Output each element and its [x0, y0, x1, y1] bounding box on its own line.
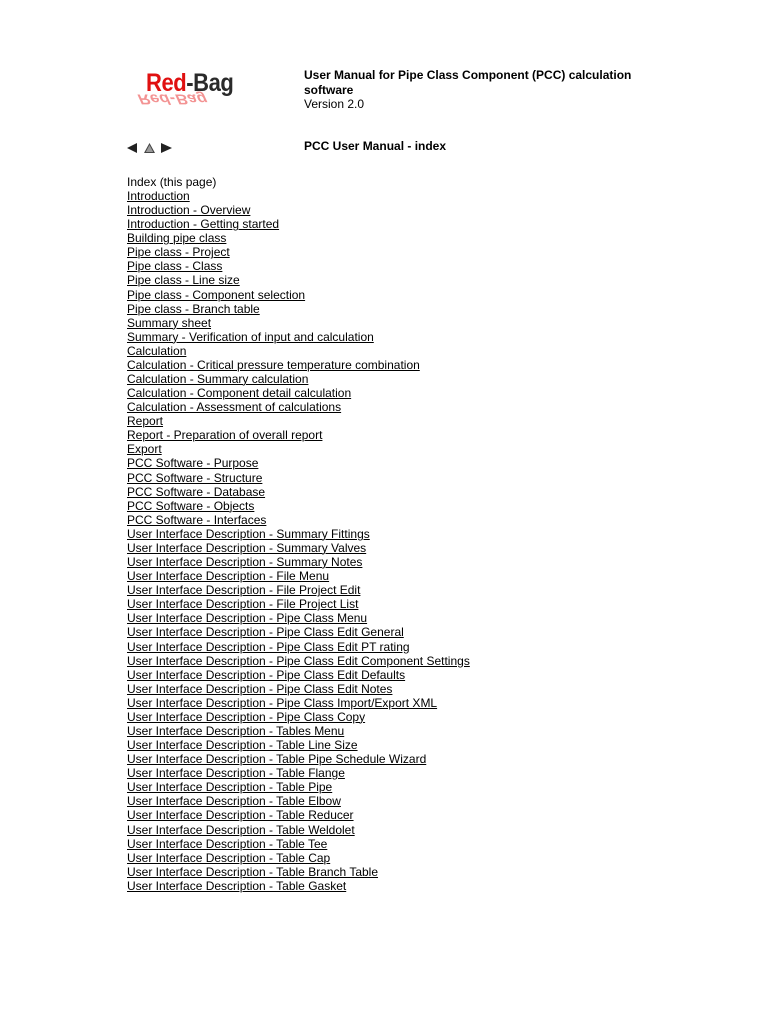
toc-link[interactable]: Introduction	[127, 189, 190, 203]
toc-item	[127, 316, 470, 330]
toc-link[interactable]: User Interface Description - Table Flange	[127, 766, 345, 781]
toc-link[interactable]: PCC Software - Structure	[127, 470, 263, 485]
toc-item	[127, 245, 470, 259]
toc-link[interactable]: Pipe class - Component selection	[127, 287, 306, 302]
previous-arrow-icon[interactable]	[127, 140, 138, 150]
toc-link[interactable]: User Interface Description - Pipe Class Copy	[127, 709, 366, 724]
toc-item	[127, 203, 470, 217]
toc-link[interactable]: User Interface Description - Pipe Class Edit Notes	[127, 681, 393, 696]
toc-item	[127, 499, 470, 513]
toc-item	[127, 372, 470, 386]
toc-item	[127, 738, 470, 752]
toc-item	[127, 710, 470, 724]
toc-item	[127, 808, 470, 822]
toc-item	[127, 724, 470, 738]
toc-item	[127, 640, 470, 654]
toc-link[interactable]: Pipe class - Project	[127, 245, 230, 260]
toc-link[interactable]: User Interface Description - Pipe Class Import/Export XML	[127, 695, 438, 710]
toc-link[interactable]: User Interface Description - Table Branch Table	[127, 864, 379, 879]
toc-item	[127, 780, 470, 794]
toc-link[interactable]: Building pipe class	[127, 231, 227, 246]
toc-item	[127, 414, 470, 428]
logo-text-red: Red	[146, 69, 187, 97]
toc-link[interactable]: PCC Software - Interfaces	[127, 512, 267, 527]
toc-item	[127, 625, 470, 639]
toc-item	[127, 442, 470, 456]
toc-link[interactable]: Summary sheet	[127, 315, 212, 330]
toc-link[interactable]: User Interface Description - Tables Menu	[127, 723, 345, 738]
toc-link[interactable]: Report - Preparation of overall report	[127, 428, 323, 443]
toc-item	[127, 668, 470, 682]
toc-item	[127, 288, 470, 302]
index-current-page: Index (this page)	[127, 175, 217, 189]
document-version: Version 2.0	[304, 97, 365, 111]
toc-item	[127, 513, 470, 527]
toc-item	[127, 344, 470, 358]
toc-link[interactable]: User Interface Description - Table Pipe Schedule Wizard	[127, 752, 427, 767]
toc-item	[127, 611, 470, 625]
toc-link[interactable]: User Interface Description - File Project Edit	[127, 583, 361, 598]
toc-item	[127, 428, 470, 442]
toc-item	[127, 217, 470, 231]
toc-item	[127, 555, 470, 569]
toc-link[interactable]: Introduction - Getting started	[127, 217, 280, 232]
toc-item	[127, 752, 470, 766]
toc-link[interactable]: User Interface Description - Table Elbow	[127, 794, 341, 809]
toc-link[interactable]: User Interface Description - Pipe Class Edit Defaults	[127, 667, 406, 682]
toc-item	[127, 330, 470, 344]
toc-link[interactable]: Pipe class - Line size	[127, 273, 240, 288]
toc-item	[127, 485, 470, 499]
toc-link[interactable]: Calculation	[127, 343, 187, 358]
logo-text-bag: -Bag	[186, 69, 234, 97]
toc-link[interactable]: Calculation - Critical pressure temperature combination	[127, 357, 420, 372]
toc-link[interactable]: User Interface Description - File Project List	[127, 597, 359, 612]
toc-link[interactable]: Pipe class - Branch table	[127, 301, 260, 316]
toc-item	[127, 569, 470, 583]
toc-link[interactable]: User Interface Description - Table Line Size	[127, 738, 358, 753]
red-bag-logo	[136, 68, 266, 112]
toc-link[interactable]: User Interface Description - File Menu	[127, 569, 330, 584]
toc-link[interactable]: Calculation - Assessment of calculations	[127, 400, 342, 415]
toc-item	[127, 823, 470, 837]
toc-item	[127, 231, 470, 245]
next-arrow-icon[interactable]	[161, 140, 172, 150]
toc-item	[127, 527, 470, 541]
document-title: User Manual for Pipe Class Component (PCC) calculation software	[304, 68, 632, 97]
toc-link[interactable]: User Interface Description - Pipe Class Edit Component Settings	[127, 653, 470, 668]
toc-link[interactable]: User Interface Description - Pipe Class Edit General	[127, 625, 404, 640]
toc-item	[127, 471, 470, 485]
toc-item	[127, 189, 470, 203]
toc-item	[127, 302, 470, 316]
toc-link[interactable]: User Interface Description - Summary Valves	[127, 540, 367, 555]
toc-item	[127, 837, 470, 851]
up-arrow-icon[interactable]	[144, 140, 155, 150]
toc-item	[127, 654, 470, 668]
toc-item	[127, 541, 470, 555]
toc-link[interactable]: Summary - Verification of input and calculation	[127, 329, 374, 344]
toc-link[interactable]: User Interface Description - Table Gasket	[127, 878, 347, 893]
toc-item	[127, 696, 470, 710]
toc-link[interactable]: User Interface Description - Summary Notes	[127, 555, 363, 570]
toc-item	[127, 879, 470, 893]
page-navigation	[127, 140, 172, 150]
toc-link[interactable]: PCC Software - Objects	[127, 498, 255, 513]
toc-item	[127, 851, 470, 865]
toc-item	[127, 583, 470, 597]
toc-link[interactable]: User Interface Description - Table Cap	[127, 850, 331, 865]
toc-link[interactable]: Introduction - Overview	[127, 203, 251, 218]
toc-link[interactable]: User Interface Description - Table Reducer	[127, 808, 354, 823]
toc-item	[127, 794, 470, 808]
toc-item	[127, 273, 470, 287]
toc-link[interactable]: User Interface Description - Table Weldolet	[127, 822, 355, 837]
toc-item	[127, 456, 470, 470]
toc-link[interactable]: Calculation - Component detail calculation	[127, 386, 352, 401]
toc-link[interactable]: User Interface Description - Pipe Class Menu	[127, 611, 368, 626]
toc-item	[127, 865, 470, 879]
toc-item	[127, 766, 470, 780]
toc-item	[127, 386, 470, 400]
toc-item	[127, 358, 470, 372]
index-heading: PCC User Manual - index	[304, 139, 447, 153]
toc-link[interactable]: User Interface Description - Table Pipe	[127, 780, 333, 795]
toc-link[interactable]: Export	[127, 442, 162, 457]
toc-link[interactable]: PCC Software - Database	[127, 484, 266, 499]
toc-link[interactable]: User Interface Description - Table Tee	[127, 836, 328, 851]
toc-item	[127, 400, 470, 414]
toc-link[interactable]: User Interface Description - Pipe Class Edit PT rating	[127, 639, 410, 654]
toc-item	[127, 259, 470, 273]
toc-link[interactable]: Pipe class - Class	[127, 259, 223, 274]
toc-link[interactable]: PCC Software - Purpose	[127, 456, 259, 471]
logo-reflection: Red-Bag	[136, 90, 210, 107]
toc-item	[127, 682, 470, 696]
toc-link[interactable]: Calculation - Summary calculation	[127, 372, 309, 387]
toc-item	[127, 597, 470, 611]
toc-link[interactable]: Report	[127, 414, 164, 429]
toc-link[interactable]: User Interface Description - Summary Fittings	[127, 526, 370, 541]
table-of-contents	[127, 189, 470, 893]
